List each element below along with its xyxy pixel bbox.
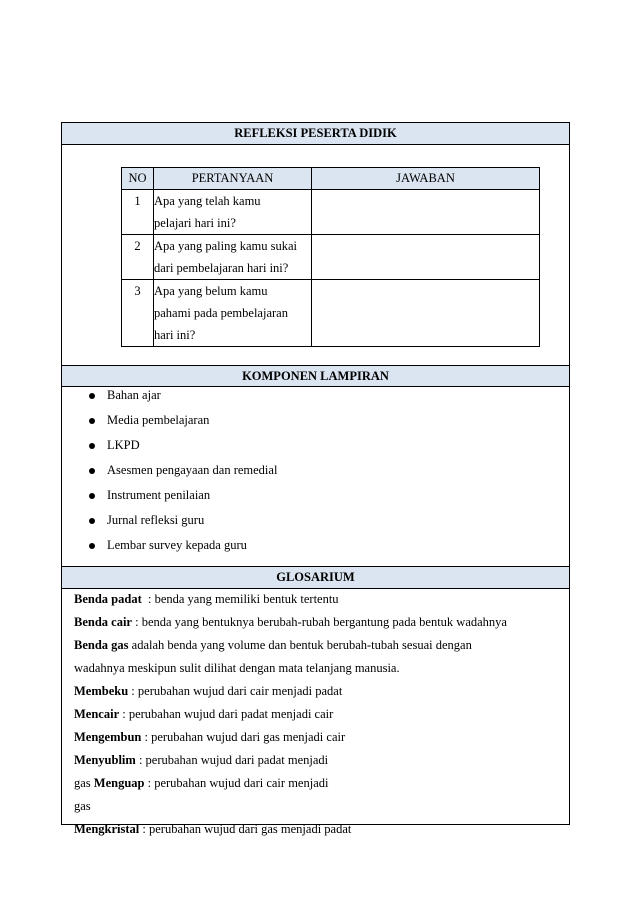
question-line: Apa yang telah kamu: [154, 194, 261, 208]
glossary-definition: : perubahan wujud dari gas menjadi cair: [141, 730, 346, 744]
glossary-term: Menguap: [93, 776, 145, 790]
glossary-line: [74, 680, 564, 703]
glossary-line: [74, 726, 564, 749]
header-question: PERTANYAAN: [154, 168, 312, 190]
glossary-definition: wadahnya meskipun sulit dilihat dengan mata telanjang manusia.: [74, 661, 400, 675]
answer-cell: [312, 235, 540, 280]
glossary-definition: adalah benda yang volume dan bentuk berubah-tubah sesuai dengan: [128, 638, 472, 652]
glossary-line: [74, 795, 564, 818]
row-number: 1: [122, 190, 154, 235]
table-row: [122, 235, 540, 280]
glossary-definition: gas: [74, 776, 94, 790]
list-item-label: Media pembelajaran: [107, 413, 210, 427]
glossary-line: [74, 772, 564, 795]
glossary-term: Mencair: [74, 707, 120, 721]
list-item-label: Jurnal refleksi guru: [107, 513, 205, 527]
question-line: pelajari hari ini?: [154, 216, 236, 230]
answer-cell: [312, 190, 540, 235]
glossary-definition: : perubahan wujud dari gas menjadi padat: [139, 822, 352, 836]
row-number: 3: [122, 280, 154, 347]
glossary-definition: gas: [74, 799, 91, 813]
glossary-line: [74, 818, 564, 841]
glossary-definition: : perubahan wujud dari cair menjadi padat: [128, 684, 343, 698]
attachments-list: [73, 383, 277, 558]
glossary-line: [74, 749, 564, 772]
list-item-label: Instrument penilaian: [107, 488, 211, 502]
list-item: [73, 408, 277, 433]
list-item-label: Lembar survey kepada guru: [107, 538, 247, 552]
question-line: Apa yang paling kamu sukai: [154, 239, 298, 253]
attachments-header: KOMPONEN LAMPIRAN: [62, 365, 569, 387]
glossary-term: Benda gas: [74, 638, 129, 652]
glossary-term: Membeku: [74, 684, 129, 698]
glossary-header: GLOSARIUM: [62, 566, 569, 589]
bullet-icon: [89, 393, 95, 399]
glossary-line: [74, 634, 564, 657]
glossary-definition: : benda yang memiliki bentuk tertentu: [141, 592, 339, 606]
question-cell: [154, 235, 312, 280]
bullet-icon: [89, 443, 95, 449]
glossary-term: Mengkristal: [74, 822, 140, 836]
table-row: [122, 190, 540, 235]
list-item-label: LKPD: [107, 438, 140, 452]
question-cell: [154, 280, 312, 347]
reflection-table: [121, 167, 540, 347]
list-item: [73, 483, 277, 508]
answer-cell: [312, 280, 540, 347]
bullet-icon: [89, 543, 95, 549]
list-item: [73, 508, 277, 533]
glossary-term: Mengembun: [74, 730, 142, 744]
glossary-definition: : perubahan wujud dari padat menjadi: [135, 753, 329, 767]
table-row: [122, 280, 540, 347]
bullet-icon: [89, 518, 95, 524]
glossary-term: Benda cair: [74, 615, 132, 629]
header-answer: JAWABAN: [312, 168, 540, 190]
list-item-label: Bahan ajar: [107, 388, 161, 402]
list-item: [73, 533, 277, 558]
list-item: [73, 383, 277, 408]
list-item: [73, 433, 277, 458]
glossary-definition: : perubahan wujud dari cair menjadi: [144, 776, 329, 790]
header-no: NO: [122, 168, 154, 190]
glossary-line: [74, 611, 564, 634]
question-line: pahami pada pembelajaran: [154, 306, 288, 320]
question-cell: [154, 190, 312, 235]
bullet-icon: [89, 418, 95, 424]
question-line: dari pembelajaran hari ini?: [154, 261, 289, 275]
glossary-body: [74, 588, 564, 841]
glossary-term: Menyublim: [74, 753, 136, 767]
reflection-header: REFLEKSI PESERTA DIDIK: [62, 123, 569, 145]
glossary-line: [74, 657, 564, 680]
question-line: hari ini?: [154, 328, 196, 342]
bullet-icon: [89, 468, 95, 474]
glossary-definition: : benda yang bentuknya berubah-rubah bergantung pada bentuk wadahnya: [131, 615, 507, 629]
glossary-line: [74, 588, 564, 611]
glossary-term: Benda padat: [74, 592, 142, 606]
reflection-table-header-row: [122, 168, 540, 190]
list-item-label: Asesmen pengayaan dan remedial: [107, 463, 278, 477]
glossary-line: [74, 703, 564, 726]
bullet-icon: [89, 493, 95, 499]
glossary-definition: : perubahan wujud dari padat menjadi cair: [119, 707, 334, 721]
row-number: 2: [122, 235, 154, 280]
list-item: [73, 458, 277, 483]
question-line: Apa yang belum kamu: [154, 284, 268, 298]
